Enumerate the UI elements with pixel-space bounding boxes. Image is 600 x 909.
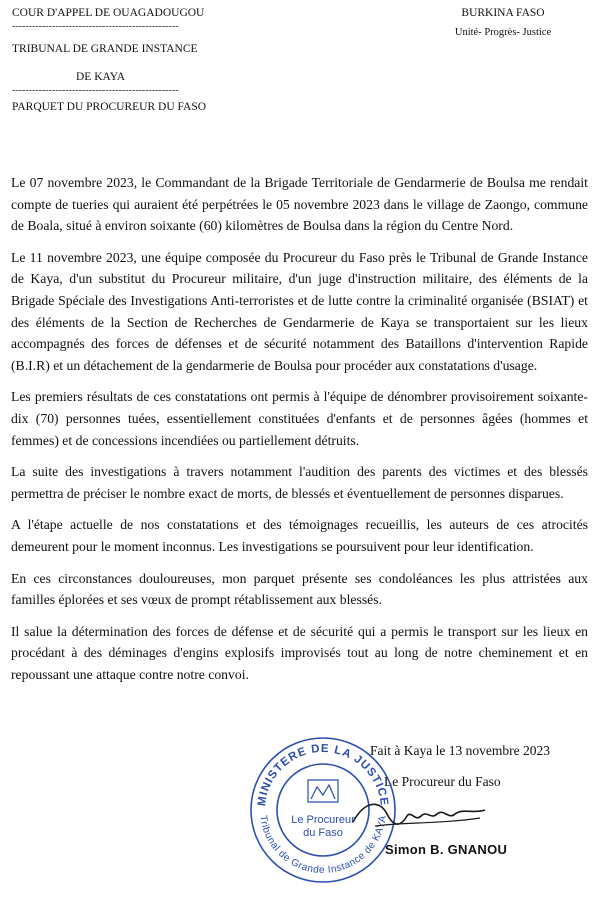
place-and-date: Fait à Kaya le 13 novembre 2023 [370,743,550,758]
paragraph: Les premiers résultats de ces constatations ont permis à l'équipe de dénombrer provisoirement soixante-dix (70) personnes tuées, essentiellement constituées d'enfants et de personnes âgées (hommes et femmes) et de concessions incendiées ou partiellement détruits. [11,389,588,448]
paragraph: Il salue la détermination des forces de défense et de sécurité qui a permis le transport sur les lieux en procédant à des déminages d'engins explosifs improvisés tout au long de notre cheminement et en repoussant une attaque contre notre convoi. [11,623,588,682]
stamp-center-line1: Le Procureur [291,814,355,826]
signatory-name: Simon B. GNANOU [385,842,508,857]
court-of-appeal: COUR D'APPEL DE OUAGADOUGOU [12,7,205,19]
stamp-bottom-text: Tribunal de Grande Instance de KAYA [257,814,389,877]
paragraph: En ces circonstances douloureuses, mon parquet présente ses condoléances les plus attristées aux familles éplorées et ses vœux de prompt rétablissement aux blessés. [11,570,588,608]
paragraph: Le 07 novembre 2023, le Commandant de la Brigade Territoriale de Gendarmerie de Boulsa me rendait compte de tueries qui auraient été perpétrées le 05 novembre 2023 dans le village de Zaongo, commune de Boala, situé à environ soixante (60) kilomètres de Boulsa dans la région du Centre Nord. [11,175,588,234]
stamp-center-line2: du Faso [303,827,343,839]
handwritten-signature [345,792,495,842]
emblem-icon [308,780,338,802]
left-header [12,6,252,114]
signatory-role: Le Procureur du Faso [384,774,501,789]
national-motto: Unité- Progrès- Justice [454,27,552,38]
separator-1: -------------------------------------------------- [12,21,179,32]
tribunal-name: TRIBUNAL DE GRANDE INSTANCE [12,43,198,55]
right-header [438,6,568,40]
paragraph: La suite des investigations à travers notamment l'audition des parents des victimes et des blessés permettra de préciser le nombre exact de morts, de blessés et éventuellement de personnes disparues. [11,464,588,501]
paragraph: Le 11 novembre 2023, une équipe composée du Procureur du Faso près le Tribunal de Grande Instance de Kaya, d'un substitut du Procureur militaire, d'un juge d'instruction militaire, des éléments de la Brigade Spéciale des Investigations Anti-terroristes et de lutte contre la criminalité organisée (BSIAT) et des éléments de la Section de Recherches de Gendarmerie de Kaya se transportaient sur les lieux accompagnés des forces de défenses et de sécurité notamment des Bataillons d'intervention Rapide (B.I.R) et un détachement de la gendarmerie de Boulsa pour procéder aux constatations d'usage. [11,249,588,373]
parquet-name: PARQUET DU PROCUREUR DU FASO [12,101,207,113]
emblem-detail-icon [311,785,335,799]
tribunal-location: DE KAYA [76,71,126,83]
country-name: BURKINA FASO [461,7,545,19]
paragraph: A l'étape actuelle de nos constatations et des témoignages recueillis, les auteurs de ces atrocités demeurent pour le moment inconnus. Les investigations se poursuivent pour leur identification. [11,517,588,554]
communique-body [11,172,588,695]
separator-2: -------------------------------------------------- [12,85,179,96]
stamp-top-text: MINISTERE DE LA JUSTICE [255,742,390,807]
